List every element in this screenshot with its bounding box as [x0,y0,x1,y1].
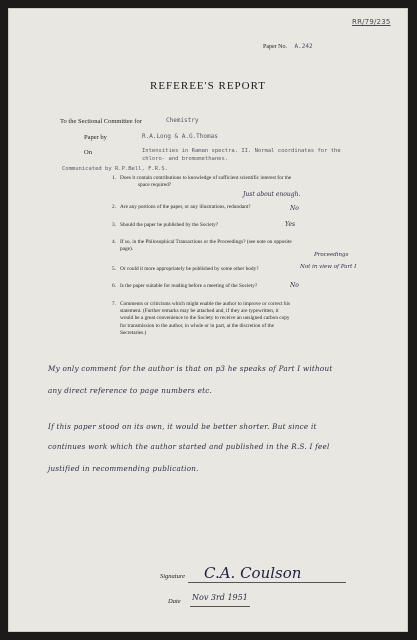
question-3: 3. Should the paper be published by the Society? [112,222,219,228]
comment-line-4: continues work which the author started and published in the R.S. I feel [48,442,330,451]
comment-line-5: justified in recommending publication. [48,464,199,473]
date-label: Date [168,598,181,605]
committee-value: Chemistry [166,117,199,124]
archive-reference: RR/79/235 [352,18,391,26]
comment-line-3: If this paper stood on its own, it would be better shorter. But since it [48,422,317,431]
paper-number-value: A.242 [294,43,313,50]
answer-1: Just about enough. [243,191,301,198]
answer-6: No [290,282,299,289]
signature-value: C.A. Coulson [204,564,302,582]
comment-line-2: any direct reference to page numbers etc. [48,386,213,395]
date-line [190,606,250,607]
paper-number [263,43,313,50]
question-7: 7. Comments or criticisms which might enable the author to improve or correct his statement. (Further remarks may be attached and, if they are typewritten, it would be a great convenience to the Society to receive an unsigned carbon copy for transmission to the author, in whole or in part, at the discretion of the Secretaries.) [112,301,291,336]
on-label: On [84,149,92,156]
paper-by-label: Paper by [84,134,107,141]
signature-label: Signature [160,573,186,580]
paper-number-label: Paper No. [263,44,287,50]
answer-3: Yes [285,221,296,228]
date-value: Nov 3rd 1951 [192,593,248,602]
answer-2: No [290,205,299,212]
question-1: 1. Does it contain contributions to knowledge of sufficient scientific interest for the space required? [112,175,292,189]
page-title: REFEREE'S REPORT [149,80,267,92]
on-value-line2: chloro- and bromomethanes. [142,156,229,162]
signature-line [188,582,346,583]
question-4: 4. If so, in the Philosophical Transactions or the Proceedings? (see note on opposite page). [112,239,292,253]
communicated-by: Communicated by R.P.Bell, F.R.S. [62,166,168,172]
question-5: 5. Or could it more appropriately be published by some other body? [112,266,259,272]
on-value-line1: Intensities in Raman spectra. II. Normal coordinates for the [142,148,341,154]
referee-report-sheet [8,8,408,632]
answer-5: Not in view of Part I [300,264,357,270]
question-2: 2. Are any portions of the paper, or any illustrations, redundant? [112,204,251,210]
question-6: 6. Is the paper suitable for reading before a meeting of the Society? [112,283,258,289]
comment-line-1: My only comment for the author is that on p3 he speaks of Part I without [48,364,333,373]
paper-by-value: R.A.Long & A.G.Thomas [142,133,218,140]
answer-4: Proceedings [314,252,349,258]
committee-label: To the Sectional Committee for [60,118,142,125]
